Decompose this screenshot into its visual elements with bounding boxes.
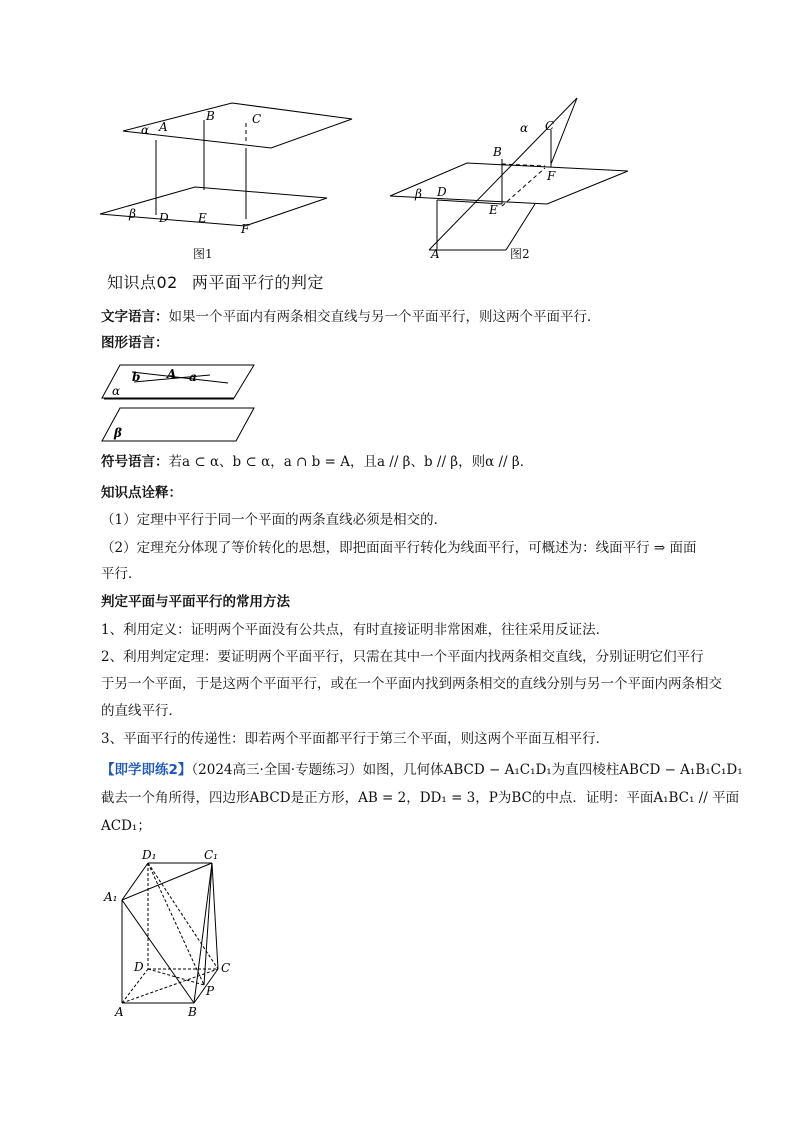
fig1-label-B: B [206,109,215,123]
ex-label-D1: D₁ [142,848,157,862]
figure-1-diagram [95,98,360,248]
graphic-plane-beta [102,408,254,441]
edge-D1P-dashed [148,863,204,985]
figure-1-caption: 图1 [193,247,213,261]
explanation-label: 知识点诠释： [101,485,182,501]
method-line-4: 的直线平行． [101,703,182,719]
method-line-2: 2、利用判定定理：要证明两个平面平行，只需在其中一个平面内找两条相交直线，分别证明它们平行 [101,649,704,665]
segment-EF-dashed [502,168,545,206]
ex-label-P: P [206,984,215,998]
symbol-language-content: 若a ⊂ α、b ⊂ α，a ∩ b = A，且a // β、b // β，则α // β． [168,454,534,470]
graphic-language-label: 图形语言： [101,335,169,351]
section-heading [107,270,324,293]
graphic-language-diagram [100,360,260,444]
fig1-label-A: A [159,120,168,134]
ex-label-A1: A₁ [104,890,118,904]
alpha-edge-right-bottom [506,204,535,250]
text-language-content: 如果一个平面内有两条相交直线与另一个平面平行，则这两个平面平行． [168,309,601,325]
ex-label-C: C [221,961,231,975]
graphic-label-beta: β [114,426,122,440]
graphic-label-b: b [132,370,141,384]
method-line-3: 于另一个平面，于是这两个平面平行，或在一个平面内找到两条相交的直线分别与另一个平面内两条相交 [101,676,722,692]
fig2-label-A: A [431,247,440,261]
plane-beta-2 [390,163,628,204]
ex-label-D: D [134,960,144,974]
section-title: 两平面平行的判定 [191,273,324,292]
fig1-label-E: E [198,211,207,225]
exercise-text-1: 如图，几何体ABCD − A₁C₁D₁为直四棱柱ABCD − A₁B₁C₁D₁ [362,762,743,778]
fig1-label-alpha: α [141,123,150,137]
ex-label-B: B [188,1005,197,1019]
explanation-item-1: （1）定理中平行于同一个平面的两条直线必须是相交的． [101,512,448,528]
exercise-source: （2024高三·全国·专题练习） [191,762,363,778]
fig1-label-D: D [159,211,169,225]
fig1-label-beta: β [129,207,136,221]
figure-2-diagram [385,94,635,262]
method-line-1: 1、利用定义：证明两个平面没有公共点，有时直接证明非常困难，往往采用反证法． [101,622,610,638]
fig2-label-F: F [547,169,556,183]
ex-label-A: A [115,1005,124,1019]
graphic-label-A: A [167,367,177,381]
figure-2-caption: 图2 [510,247,530,261]
graphic-label-a: a [189,370,197,384]
ex-label-C1: C₁ [204,848,218,862]
text-language-label: 文字语言： [101,309,169,325]
exercise-figure [100,845,245,1020]
fig2-label-B: B [493,145,502,159]
fig2-label-D: D [437,185,447,199]
exercise-line-2: 截去一个角所得，四边形ABCD是正方形，AB = 2，DD₁ = 3，P为BC的中点．证明：平面A₁BC₁ // 平面 [101,790,740,806]
methods-title: 判定平面与平面平行的常用方法 [101,594,290,610]
graphic-label-alpha: α [112,384,121,398]
edge-D1C-dashed [148,863,218,969]
fig1-label-F: F [241,222,250,236]
edge-C1C [212,863,218,969]
edge-AC-dashed [122,969,218,1003]
plane-alpha [123,103,352,148]
edge-AD-dashed [122,969,148,1003]
explanation-item-3: 平行． [101,566,142,582]
text-language-line [101,307,601,327]
edge-A1B [122,900,194,1003]
exercise-tag: 【即学即练2】 [101,762,192,778]
section-number: 知识点02 [107,273,178,292]
fig2-label-alpha: α [520,121,529,135]
symbol-language-line [101,452,533,472]
method-line-5: 3、平面平行的传递性：即若两个平面都平行于第三个平面，则这两个平面互相平行． [101,731,610,747]
exercise-line-1 [101,760,743,780]
explanation-item-2: （2）定理充分体现了等价转化的思想，即把面面平行转化为线面平行，可概述为：线面平行 ⇒ 面面 [101,540,697,556]
fig2-label-C: C [545,119,555,133]
fig1-label-C: C [252,112,262,126]
fig2-label-E: E [489,203,498,217]
symbol-language-label: 符号语言： [101,454,169,470]
fig2-label-beta: β [415,187,422,201]
exercise-line-3: ACD₁； [101,818,151,834]
edge-C1P [204,863,212,985]
alpha-edge-right-top [551,98,577,164]
graphic-plane-alpha [102,365,254,398]
